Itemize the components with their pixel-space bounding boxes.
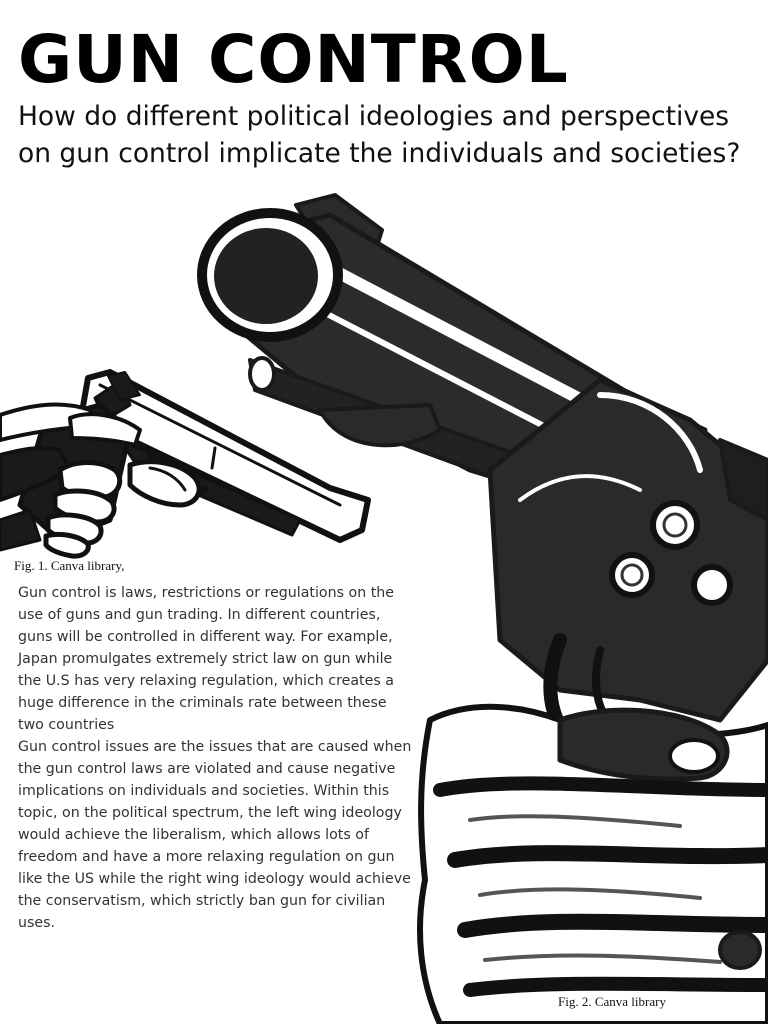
- page-title: GUN CONTROL: [18, 21, 569, 98]
- body-text: [18, 582, 413, 934]
- page-subtitle: How do different political ideologies and perspectives on gun control implicate the individuals and societies?: [18, 101, 741, 169]
- body-paragraph-1: Gun control is laws, restrictions or regulations on the use of guns and gun trading. In different countries, guns will be controlled in different way. For example, Japan promulgates extremely strict law on gun while the U.S has very relaxing regulation, which creates a huge difference in the criminals rate between these two countries: [18, 585, 394, 733]
- body-paragraph-2: Gun control issues are the issues that are caused when the gun control laws are violated and cause negative implications on individuals and societies. Within this topic, on the political spectrum, the left wing ideology would achieve the liberalism, which allows lots of freedom and have a more relaxing regulation on gun like the US while the right wing ideology would achieve the conservatism, which strictly ban gun for civilian uses.: [18, 739, 412, 931]
- figure-2-caption: Fig. 2. Canva library: [558, 994, 666, 1009]
- figure-1-caption: Fig. 1. Canva library,: [14, 558, 125, 573]
